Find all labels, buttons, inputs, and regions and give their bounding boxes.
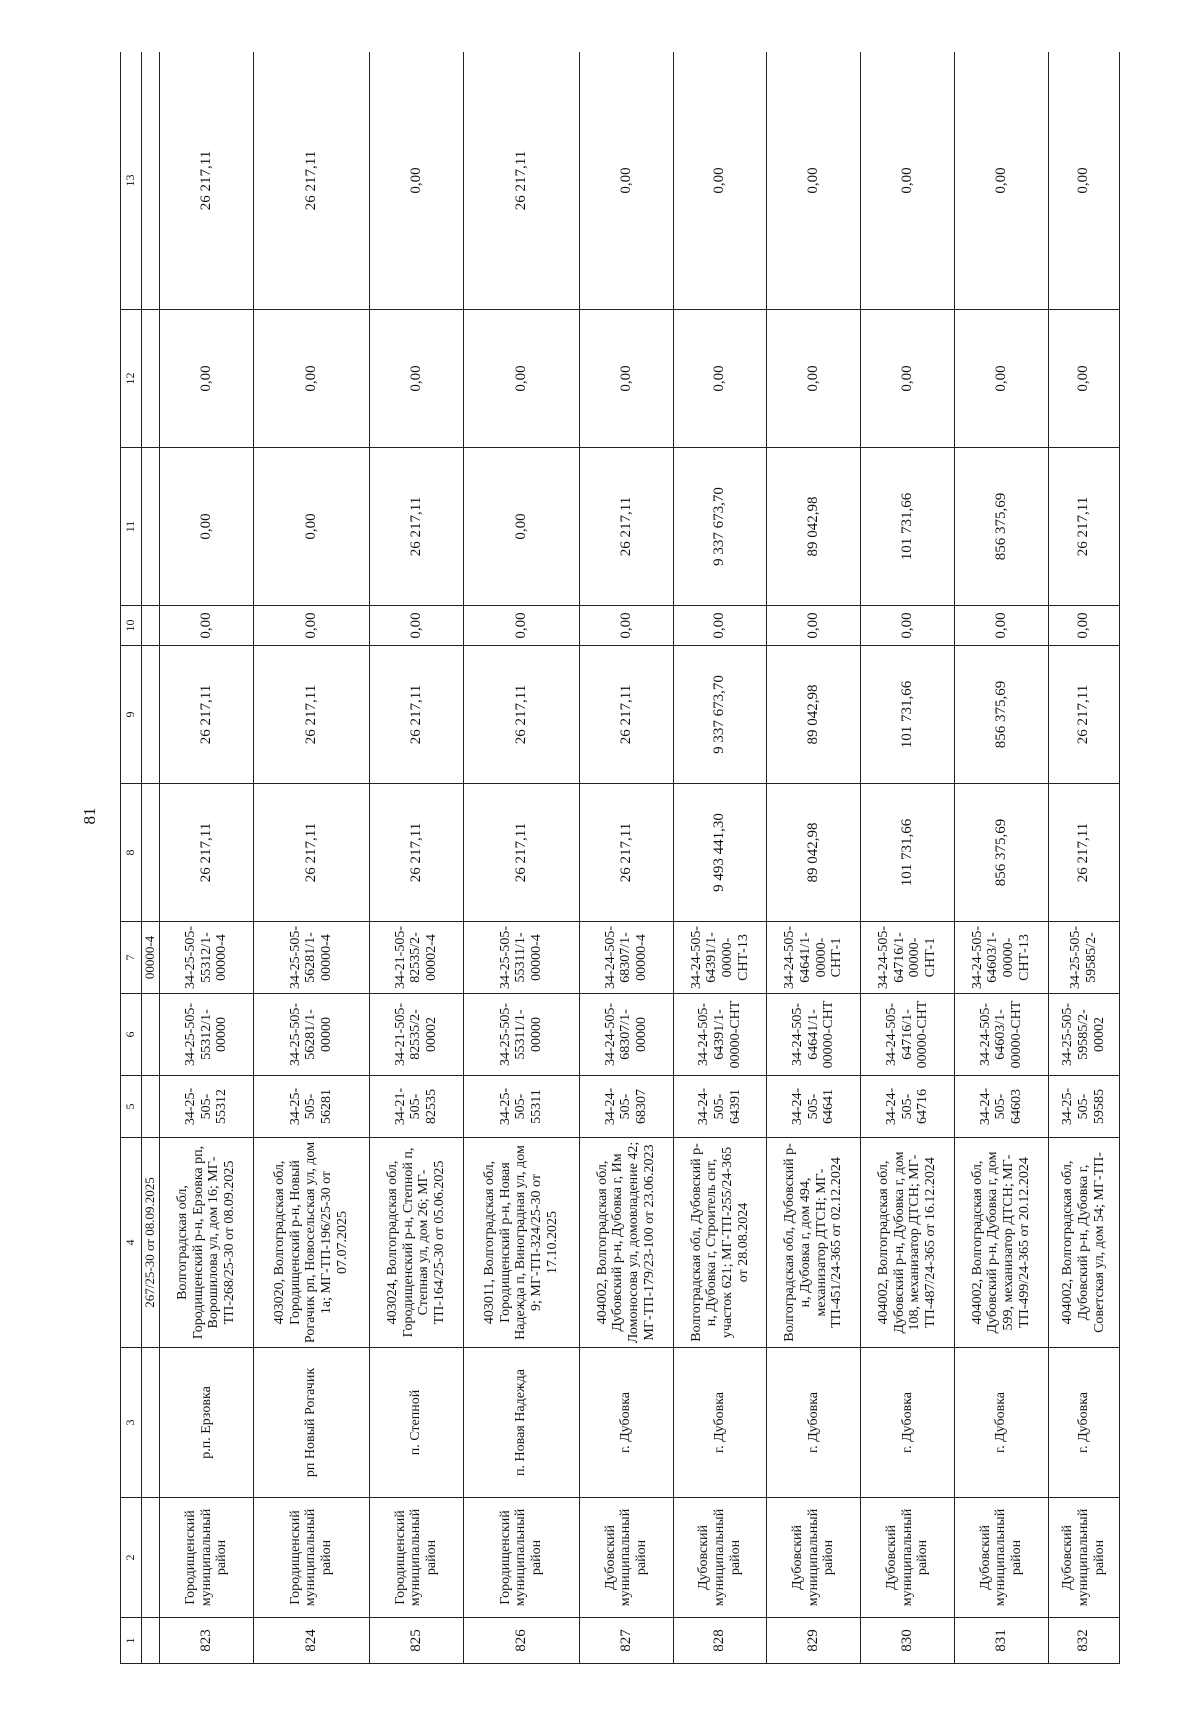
amount-col9-cell: 26 217,11 [160,646,254,784]
amount-col12-cell: 0,00 [954,310,1048,448]
cadastral-code-cell: 34-24-505-64603 [954,1076,1048,1138]
district-cell: Дубовский муниципальный район [1048,1498,1120,1618]
amount-col12-cell: 0,00 [253,310,369,448]
address-contract-cell: 404002, Волгоградская обл, Дубовский р-н, Дубовка г, Им Ломоносова ул, домовладение 42; МГ-ТП-179/23-100 от 23.06.2023 [579,1138,673,1348]
amount-col11-cell: 856 375,69 [954,448,1048,606]
table-row [369,52,463,1664]
amount-col10-cell: 0,00 [579,606,673,646]
column-number-7: 7 [121,922,142,994]
amount-col10-cell: 0,00 [1048,606,1120,646]
amount-col9-cell: 26 217,11 [253,646,369,784]
amount-col12-cell: 0,00 [463,310,579,448]
amount-col11-cell: 26 217,11 [579,448,673,606]
object-id-cell: 34-25-505-59585/2-00002 [1048,994,1120,1076]
amount-col8-cell: 856 375,69 [954,784,1048,922]
amount-col8-cell: 26 217,11 [160,784,254,922]
table-row [767,52,861,1664]
district-cell: Дубовский муниципальный район [767,1498,861,1618]
cadastral-code-cell: 34-24-505-64391 [673,1076,767,1138]
address-contract-cell: 403024, Волгоградская обл, Городищенский р-н, Степной п, Степная ул, дом 26; МГ-ТП-164/25-30 от 05.06.2025 [369,1138,463,1348]
district-cell: Городищенский муниципальный район [253,1498,369,1618]
address-contract-cell: 403011, Волгоградская обл, Городищенский р-н, Новая Надежда п, Виноградная ул, дом 9; МГ-ТП-324/25-30 от 17.10.2025 [463,1138,579,1348]
address-contract-cell: 404002, Волгоградская обл, Дубовский р-н, Дубовка г, дом 108, механизатор ДТСН; МГ-ТП-487/24-365 от 16.12.2024 [861,1138,955,1348]
locality-cell: г. Дубовка [1048,1348,1120,1498]
amount-col12-cell: 0,00 [1048,310,1120,448]
amount-col13-cell: 26 217,11 [463,52,579,310]
amount-col9-cell: 26 217,11 [579,646,673,784]
table-row [861,52,955,1664]
amount-col12-cell: 0,00 [861,310,955,448]
address-contract-cell: 404002, Волгоградская обл, Дубовский р-н, Дубовка г, Советская ул, дом 54; МГ-ТП- [1048,1138,1120,1348]
page-number: 81 [80,807,99,825]
amount-col9-cell: 89 042,98 [767,646,861,784]
row-number-cell: 829 [767,1618,861,1664]
object-id-cell: 34-25-505-56281/1-00000 [253,994,369,1076]
object-id-cell: 34-21-505-82535/2-00002 [369,994,463,1076]
amount-col13-cell: 26 217,11 [160,52,254,310]
amount-col13-cell: 0,00 [954,52,1048,310]
table-row [253,52,369,1664]
row-number-cell: 827 [579,1618,673,1664]
column-number-4: 4 [121,1138,142,1348]
table-row [160,52,254,1664]
register-table-frame [120,52,1120,1664]
district-cell: Дубовский муниципальный район [579,1498,673,1618]
continuation-cell-12 [142,310,160,448]
amount-col13-cell: 0,00 [861,52,955,310]
continuation-cell-1 [142,1618,160,1664]
amount-col12-cell: 0,00 [369,310,463,448]
object-subid-cell: 34-24-505-64603/1-00000-СНТ-13 [954,922,1048,994]
object-id-cell: 34-25-505-55312/1-00000 [160,994,254,1076]
locality-cell: г. Дубовка [954,1348,1048,1498]
object-subid-cell: 34-24-505-68307/1-00000-4 [579,922,673,994]
row-number-cell: 826 [463,1618,579,1664]
amount-col11-cell: 26 217,11 [369,448,463,606]
district-cell: Дубовский муниципальный район [673,1498,767,1618]
amount-col10-cell: 0,00 [673,606,767,646]
amount-col12-cell: 0,00 [767,310,861,448]
column-number-9: 9 [121,646,142,784]
amount-col13-cell: 0,00 [369,52,463,310]
cadastral-code-cell: 34-25-505-59585 [1048,1076,1120,1138]
object-subid-cell: 34-25-505-55311/1-00000-4 [463,922,579,994]
locality-cell: г. Дубовка [579,1348,673,1498]
column-number-2: 2 [121,1498,142,1618]
column-number-5: 5 [121,1076,142,1138]
continuation-cell-3 [142,1348,160,1498]
amount-col8-cell: 89 042,98 [767,784,861,922]
amount-col8-cell: 26 217,11 [253,784,369,922]
cadastral-code-cell: 34-25-505-55311 [463,1076,579,1138]
row-number-cell: 832 [1048,1618,1120,1664]
table-row [463,52,579,1664]
amount-col9-cell: 9 337 673,70 [673,646,767,784]
amount-col11-cell: 101 731,66 [861,448,955,606]
object-id-cell: 34-25-505-55311/1-00000 [463,994,579,1076]
amount-col9-cell: 26 217,11 [369,646,463,784]
column-number-1: 1 [121,1618,142,1664]
locality-cell: рп Новый Рогачик [253,1348,369,1498]
amount-col12-cell: 0,00 [673,310,767,448]
amount-col11-cell: 9 337 673,70 [673,448,767,606]
rotated-landscape-page [120,52,1120,1664]
amount-col8-cell: 26 217,11 [1048,784,1120,922]
cadastral-code-cell: 34-25-505-55312 [160,1076,254,1138]
object-id-cell: 34-24-505-64641/1-00000-СНТ [767,994,861,1076]
object-id-cell: 34-24-505-64391/1-00000-СНТ [673,994,767,1076]
amount-col10-cell: 0,00 [954,606,1048,646]
amount-col10-cell: 0,00 [463,606,579,646]
locality-cell: р.п. Ерзовка [160,1348,254,1498]
column-number-3: 3 [121,1348,142,1498]
continuation-cell-10 [142,606,160,646]
amount-col9-cell: 101 731,66 [861,646,955,784]
row-number-cell: 828 [673,1618,767,1664]
cadastral-code-cell: 34-24-505-68307 [579,1076,673,1138]
amount-col11-cell: 0,00 [463,448,579,606]
amount-col10-cell: 0,00 [861,606,955,646]
amount-col10-cell: 0,00 [253,606,369,646]
continuation-cell-9 [142,646,160,784]
amount-col13-cell: 0,00 [1048,52,1120,310]
continuation-row [142,52,160,1664]
object-subid-cell: 34-24-505-64391/1-00000-СНТ-13 [673,922,767,994]
district-cell: Городищенский муниципальный район [160,1498,254,1618]
amount-col11-cell: 89 042,98 [767,448,861,606]
object-id-cell: 34-24-505-68307/1-00000 [579,994,673,1076]
column-number-11: 11 [121,448,142,606]
column-number-6: 6 [121,994,142,1076]
amount-col12-cell: 0,00 [579,310,673,448]
district-cell: Дубовский муниципальный район [954,1498,1048,1618]
row-number-cell: 824 [253,1618,369,1664]
cadastral-code-cell: 34-25-505-56281 [253,1076,369,1138]
amount-col11-cell: 0,00 [160,448,254,606]
amount-col8-cell: 9 493 441,30 [673,784,767,922]
amount-col13-cell: 0,00 [767,52,861,310]
register-table-body [121,52,1120,1664]
object-subid-cell: 34-25-505-55312/1-00000-4 [160,922,254,994]
continuation-cell-8 [142,784,160,922]
row-number-cell: 825 [369,1618,463,1664]
district-cell: Городищенский муниципальный район [463,1498,579,1618]
column-number-row [121,52,142,1664]
object-id-cell: 34-24-505-64603/1-00000-СНТ [954,994,1048,1076]
amount-col11-cell: 26 217,11 [1048,448,1120,606]
amount-col10-cell: 0,00 [767,606,861,646]
continuation-cell-6 [142,994,160,1076]
row-number-cell: 831 [954,1618,1048,1664]
locality-cell: п. Степной [369,1348,463,1498]
address-contract-cell: 404002, Волгоградская обл, Дубовский р-н, Дубовка г, дом 599, механизатор ДТСН; МГ-ТП-499/24-365 от 20.12.2024 [954,1138,1048,1348]
amount-col8-cell: 26 217,11 [579,784,673,922]
locality-cell: г. Дубовка [861,1348,955,1498]
register-table [120,52,1120,1664]
column-number-13: 13 [121,52,142,310]
locality-cell: г. Дубовка [767,1348,861,1498]
amount-col13-cell: 0,00 [673,52,767,310]
amount-col9-cell: 26 217,11 [463,646,579,784]
continuation-cell-4: 267/25-30 от 08.09.2025 [142,1138,160,1348]
amount-col8-cell: 26 217,11 [463,784,579,922]
amount-col9-cell: 856 375,69 [954,646,1048,784]
amount-col8-cell: 26 217,11 [369,784,463,922]
object-subid-cell: 34-21-505-82535/2-00002-4 [369,922,463,994]
continuation-cell-13 [142,52,160,310]
locality-cell: г. Дубовка [673,1348,767,1498]
continuation-cell-2 [142,1498,160,1618]
row-number-cell: 830 [861,1618,955,1664]
amount-col10-cell: 0,00 [160,606,254,646]
district-cell: Городищенский муниципальный район [369,1498,463,1618]
cadastral-code-cell: 34-21-505-82535 [369,1076,463,1138]
row-number-cell: 823 [160,1618,254,1664]
table-row [1048,52,1120,1664]
table-row [673,52,767,1664]
column-number-10: 10 [121,606,142,646]
object-subid-cell: 34-24-505-64716/1-00000-СНТ-1 [861,922,955,994]
address-contract-cell: 403020, Волгоградская обл, Городищенский р-н, Новый Рогачик рп, Новосельская ул, дом 1а; МГ-ТП-196/25-30 от 07.07.2025 [253,1138,369,1348]
locality-cell: п. Новая Надежда [463,1348,579,1498]
district-cell: Дубовский муниципальный район [861,1498,955,1618]
continuation-cell-11 [142,448,160,606]
column-number-8: 8 [121,784,142,922]
object-subid-cell: 34-25-505-59585/2- [1048,922,1120,994]
address-contract-cell: Волгоградская обл, Городищенский р-н, Ерзовка рп, Ворошилова ул, дом 16; МГ-ТП-268/25-30 от 08.09.2025 [160,1138,254,1348]
amount-col10-cell: 0,00 [369,606,463,646]
object-id-cell: 34-24-505-64716/1-00000-СНТ [861,994,955,1076]
amount-col12-cell: 0,00 [160,310,254,448]
cadastral-code-cell: 34-24-505-64641 [767,1076,861,1138]
object-subid-cell: 34-24-505-64641/1-00000-СНТ-1 [767,922,861,994]
amount-col9-cell: 26 217,11 [1048,646,1120,784]
continuation-cell-7: 00000-4 [142,922,160,994]
amount-col13-cell: 26 217,11 [253,52,369,310]
amount-col13-cell: 0,00 [579,52,673,310]
object-subid-cell: 34-25-505-56281/1-00000-4 [253,922,369,994]
address-contract-cell: Волгоградская обл, Дубовский р-н, Дубовка г, дом 494, механизатор ДТСН; МГ-ТП-451/24-365 от 02.12.2024 [767,1138,861,1348]
address-contract-cell: Волгоградская обл, Дубовский р-н, Дубовка г, Строитель снт, участок 621; МГ-ТП-255/24-365 от 28.08.2024 [673,1138,767,1348]
column-number-12: 12 [121,310,142,448]
amount-col11-cell: 0,00 [253,448,369,606]
amount-col8-cell: 101 731,66 [861,784,955,922]
cadastral-code-cell: 34-24-505-64716 [861,1076,955,1138]
table-row [954,52,1048,1664]
continuation-cell-5 [142,1076,160,1138]
table-row [579,52,673,1664]
